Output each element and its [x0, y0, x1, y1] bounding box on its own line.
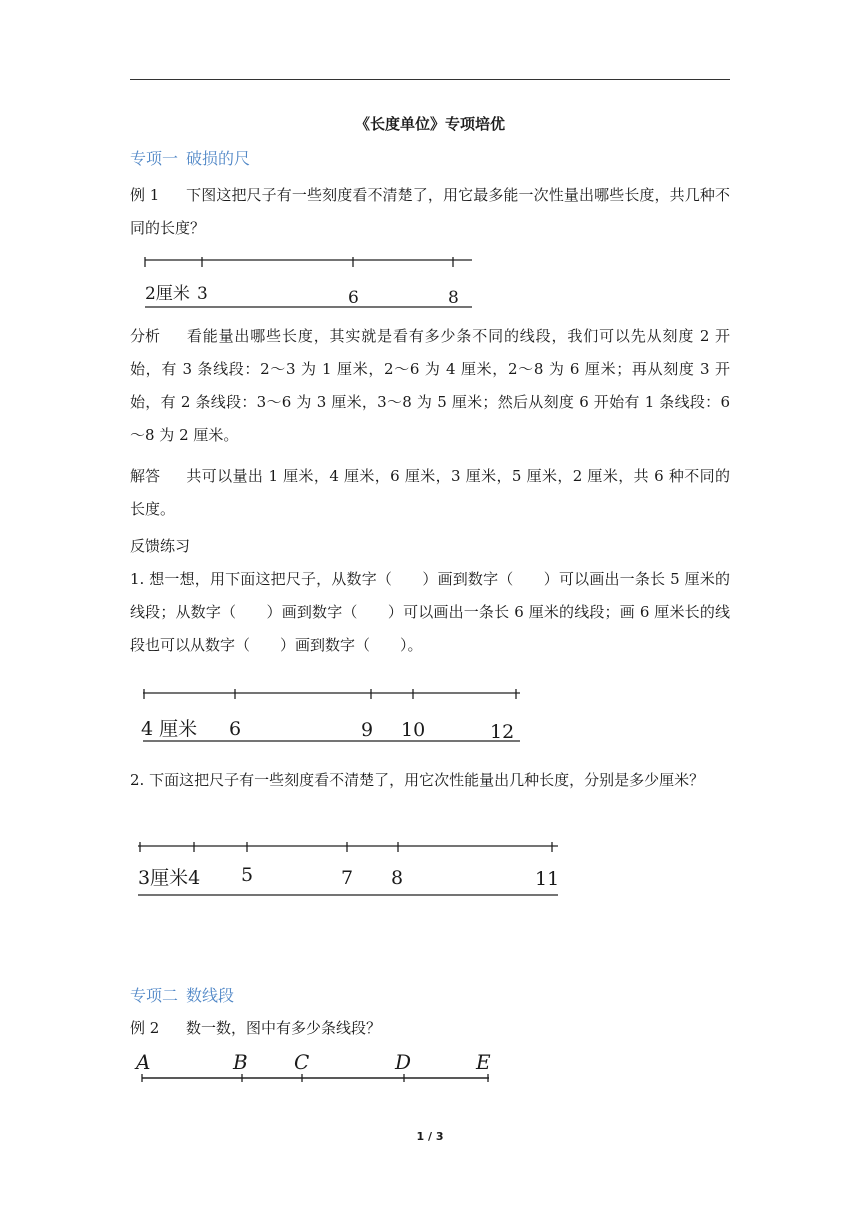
broken-ruler-1: [140, 252, 480, 314]
section-2-label: 专项二: [130, 986, 179, 1005]
section-heading-2: [130, 983, 234, 1006]
ruler-3-tick-label: 5: [241, 864, 254, 886]
answer-text: 共可以量出 1 厘米，4 厘米，6 厘米，3 厘米，5 厘米，2 厘米，共 6 种不同的长度。: [130, 467, 730, 518]
ruler-2-unit-label: 4 厘米: [141, 718, 198, 740]
ruler-1-tick-label: 6: [348, 288, 359, 308]
ruler-2-tick-label: 10: [401, 719, 426, 741]
example-1-text: 下图这把尺子有一些刻度看不清楚了，用它最多能一次性量出哪些长度，共几种不同的长度？: [130, 186, 730, 237]
page-title: 《长度单位》专项培优: [354, 115, 505, 133]
answer: [130, 460, 730, 526]
example-1: [130, 179, 730, 245]
question-1: 1. 想一想，用下面这把尺子，从数字（ ）画到数字（ ）可以画出一条长 5 厘米的线段；从数字（ ）画到数字（ ）可以画出一条长 6 厘米的线段；画 6 厘米长的线段也可以从数字（ ）画到数字（ ）。: [130, 570, 730, 654]
example-2-label: 例 2: [130, 1019, 160, 1037]
analysis-text: 看能量出哪些长度，其实就是看有多少条不同的线段，我们可以先从刻度 2 开始，有 3 条线段：2～3 为 1 厘米，2～6 为 4 厘米，2～8 为 6 厘米；再从刻度 3 开始，有 2 条线段：3～6 为 3 厘米，3～8 为 5 厘米；然后从刻度 6 开始有 1 条线段：6～8 为 2 厘米。: [130, 327, 730, 444]
broken-ruler-3: [134, 838, 564, 900]
ruler-1-unit-label: 2厘米: [145, 284, 190, 304]
ruler-3-unit-label: 3厘米4: [138, 867, 201, 889]
ruler-1-tick-label: 8: [448, 288, 459, 308]
answer-label: 解答: [130, 467, 161, 485]
ruler-2-tick-label: 12: [490, 721, 515, 743]
question-2: 2. 下面这把尺子有一些刻度看不清楚了，用它次性能量出几种长度，分别是多少厘米？: [130, 771, 705, 789]
broken-ruler-2: [138, 685, 528, 747]
segment-point-label: C: [294, 1050, 310, 1074]
ruler-3-tick-label: 11: [535, 868, 560, 890]
segment-point-label: B: [233, 1050, 248, 1074]
example-2-text: 数一数，图中有多少条线段？: [186, 1019, 382, 1037]
example-1-label: 例 1: [130, 186, 160, 204]
ruler-1-tick-label: 3: [197, 284, 208, 304]
section-1-label: 专项一: [130, 149, 179, 168]
analysis: [130, 320, 730, 452]
ruler-3-tick-label: 7: [341, 867, 354, 889]
analysis-label: 分析: [130, 327, 161, 345]
ruler-2-tick-label: 9: [361, 719, 374, 741]
segment-point-label: E: [476, 1050, 491, 1074]
segment-point-label: D: [395, 1050, 412, 1074]
feedback-heading: 反馈练习: [130, 537, 191, 555]
ruler-3-tick-label: 8: [391, 867, 404, 889]
example-2: [130, 1012, 730, 1045]
section-heading-1: [130, 146, 250, 169]
section-1-name: 破损的尺: [186, 149, 251, 168]
header-rule: [130, 79, 730, 80]
segment-point-label: A: [136, 1050, 151, 1074]
ruler-2-tick-label: 6: [229, 718, 242, 740]
segment-figure: [134, 1044, 504, 1086]
section-2-name: 数线段: [186, 986, 235, 1005]
page-number: 1 / 3: [416, 1130, 444, 1143]
